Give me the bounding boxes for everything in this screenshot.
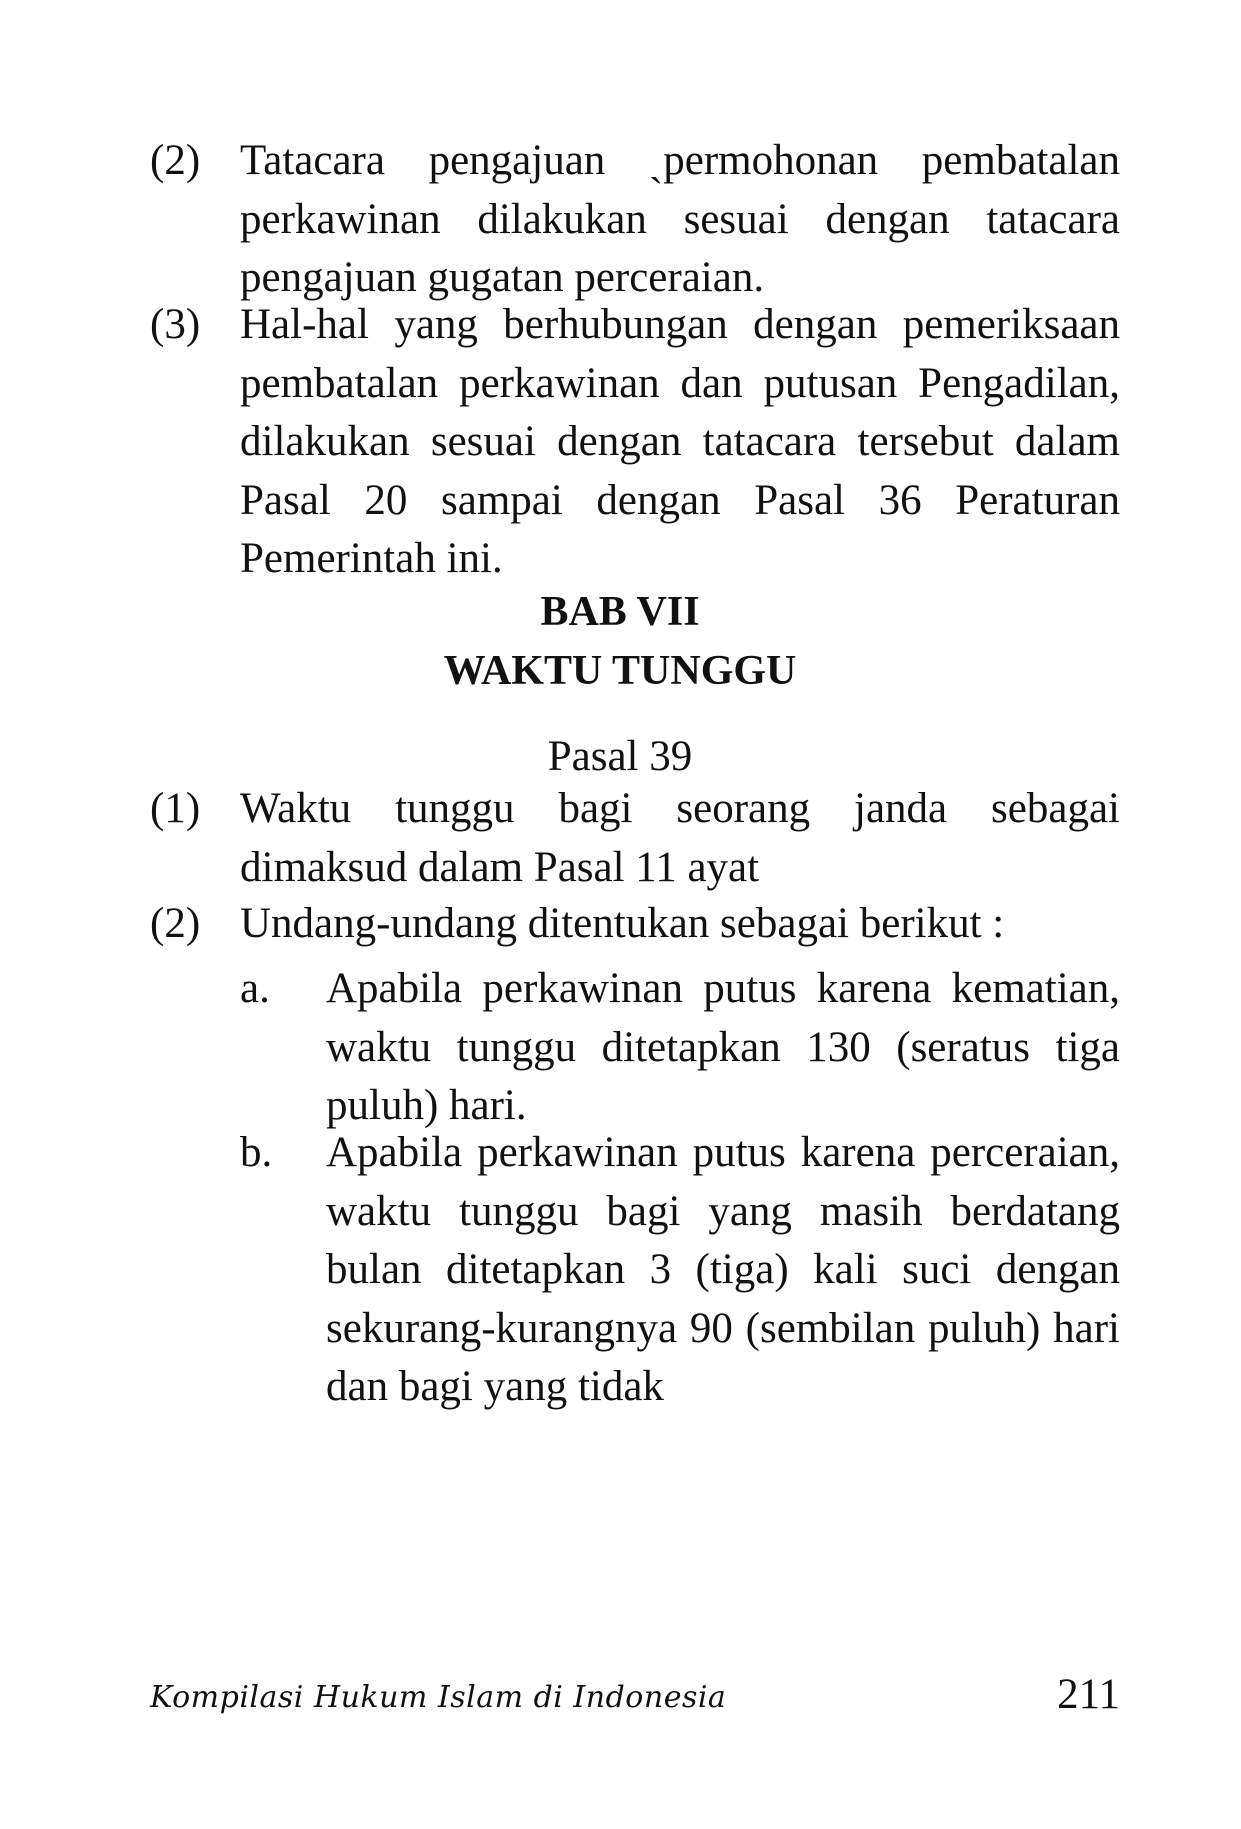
paragraph-2-bottom — [150, 895, 1120, 954]
footer-page-number: 211 — [1057, 1671, 1120, 1718]
sub-item-a — [240, 960, 1120, 1136]
paragraph-number: (2) — [150, 900, 201, 947]
paragraph-number: (1) — [150, 785, 201, 832]
paragraph-2-top — [150, 132, 1120, 308]
paragraph-number: (3) — [150, 301, 201, 348]
paragraph-number: (2) — [150, 137, 201, 184]
paragraph-1-bottom — [150, 780, 1120, 897]
sub-item-letter: a. — [240, 965, 270, 1012]
paragraph-text: Tatacara pengajuan ˎpermohonan pembatalan perkawinan dilakukan sesuai dengan tatacara pengajuan gugatan perceraian. — [240, 137, 1120, 301]
chapter-number: BAB VII — [540, 589, 700, 635]
sub-item-text: Apabila perkawinan putus karena kematian, waktu tunggu ditetapkan 130 (seratus tiga puluh) hari. — [326, 965, 1120, 1129]
chapter-title: WAKTU TUNGGU — [443, 648, 797, 694]
article-title: Pasal 39 — [547, 733, 693, 780]
sub-item-text: Apabila perkawinan putus karena perceraian, waktu tunggu bagi yang masih berdatang bulan ditetapkan 3 (tiga) kali suci dengan sekurang-kurangnya 90 (sembilan puluh) hari dan bagi yang tidak — [326, 1129, 1120, 1410]
paragraph-text: Waktu tunggu bagi seorang janda sebagai dimaksud dalam Pasal 11 ayat — [240, 785, 1120, 891]
sub-item-letter: b. — [240, 1129, 273, 1176]
paragraph-text: Undang-undang ditentukan sebagai berikut : — [240, 900, 1005, 947]
paragraph-3-top — [150, 296, 1120, 589]
footer-book-title: Kompilasi Hukum Islam di Indonesia — [150, 1680, 727, 1715]
paragraph-text: Hal-hal yang berhubungan dengan pemeriksaan pembatalan perkawinan dan putusan Pengadilan, dilakukan sesuai dengan tatacara tersebut dalam Pasal 20 sampai dengan Pasal 36 Peraturan Pemerintah ini. — [240, 301, 1120, 582]
sub-item-b — [240, 1124, 1120, 1417]
